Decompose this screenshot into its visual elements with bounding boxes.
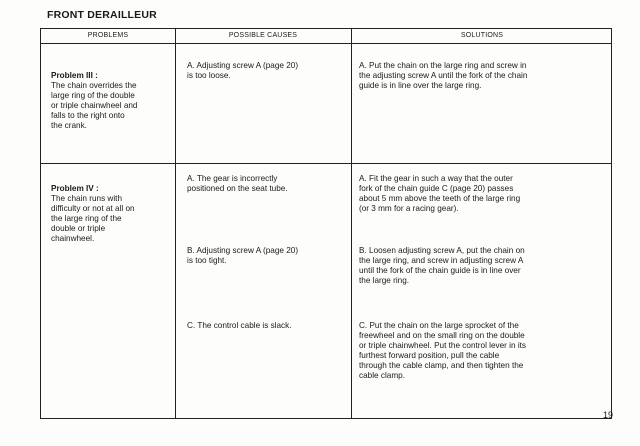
problem-3-cause-a: A. Adjusting screw A (page 20) is too loose. xyxy=(187,61,299,80)
problem-4-solution-b: B. Loosen adjusting screw A, put the chain on the large ring, and screw in adjusting screw A until the fork of the chain guide is in line over the large ring. xyxy=(359,246,525,285)
header-divider xyxy=(41,43,611,44)
problem-3-solution-a: A. Put the chain on the large ring and screw in the adjusting screw A until the fork of the chain guide is in line over the large ring. xyxy=(359,61,528,90)
header-problems: PROBLEMS xyxy=(87,32,129,39)
column-divider-1 xyxy=(175,29,176,418)
problem-3-heading: Problem III : xyxy=(51,71,98,80)
problem-3-description: The chain overrides the large ring of the double or triple chainwheel and falls to the right onto the crank. xyxy=(51,81,138,130)
row-divider xyxy=(41,163,611,164)
problem-4-cause-a: A. The gear is incorrectly positioned on the seat tube. xyxy=(187,174,288,193)
header-causes: POSSIBLE CAUSES xyxy=(228,32,298,39)
column-divider-2 xyxy=(351,29,352,418)
problem-4-heading: Problem IV : xyxy=(51,184,99,193)
problem-4-cause-c: C. The control cable is slack. xyxy=(187,321,292,330)
page-title: FRONT DERAILLEUR xyxy=(47,9,157,21)
page-number: 19 xyxy=(603,410,614,420)
problem-4-solution-a: A. Fit the gear in such a way that the outer fork of the chain guide C (page 20) passes about 5 mm above the teeth of the large ring (or 3 mm for a racing gear). xyxy=(359,174,521,213)
troubleshooting-table xyxy=(40,28,612,419)
problem-4-cell xyxy=(51,174,173,254)
header-solutions: SOLUTIONS xyxy=(460,32,504,39)
problem-3-cell xyxy=(51,61,173,141)
problem-4-solution-c: C. Put the chain on the large sprocket of the freewheel and on the small ring on the double or triple chainwheel. Put the control lever in its furthest forward position, pull the cable through the cable clamp, and then tighten the cable clamp. xyxy=(359,321,527,380)
problem-4-description: The chain runs with difficulty or not at all on the large ring of the double or triple chainwheel. xyxy=(51,194,135,243)
problem-4-cause-b: B. Adjusting screw A (page 20) is too tight. xyxy=(187,246,299,265)
